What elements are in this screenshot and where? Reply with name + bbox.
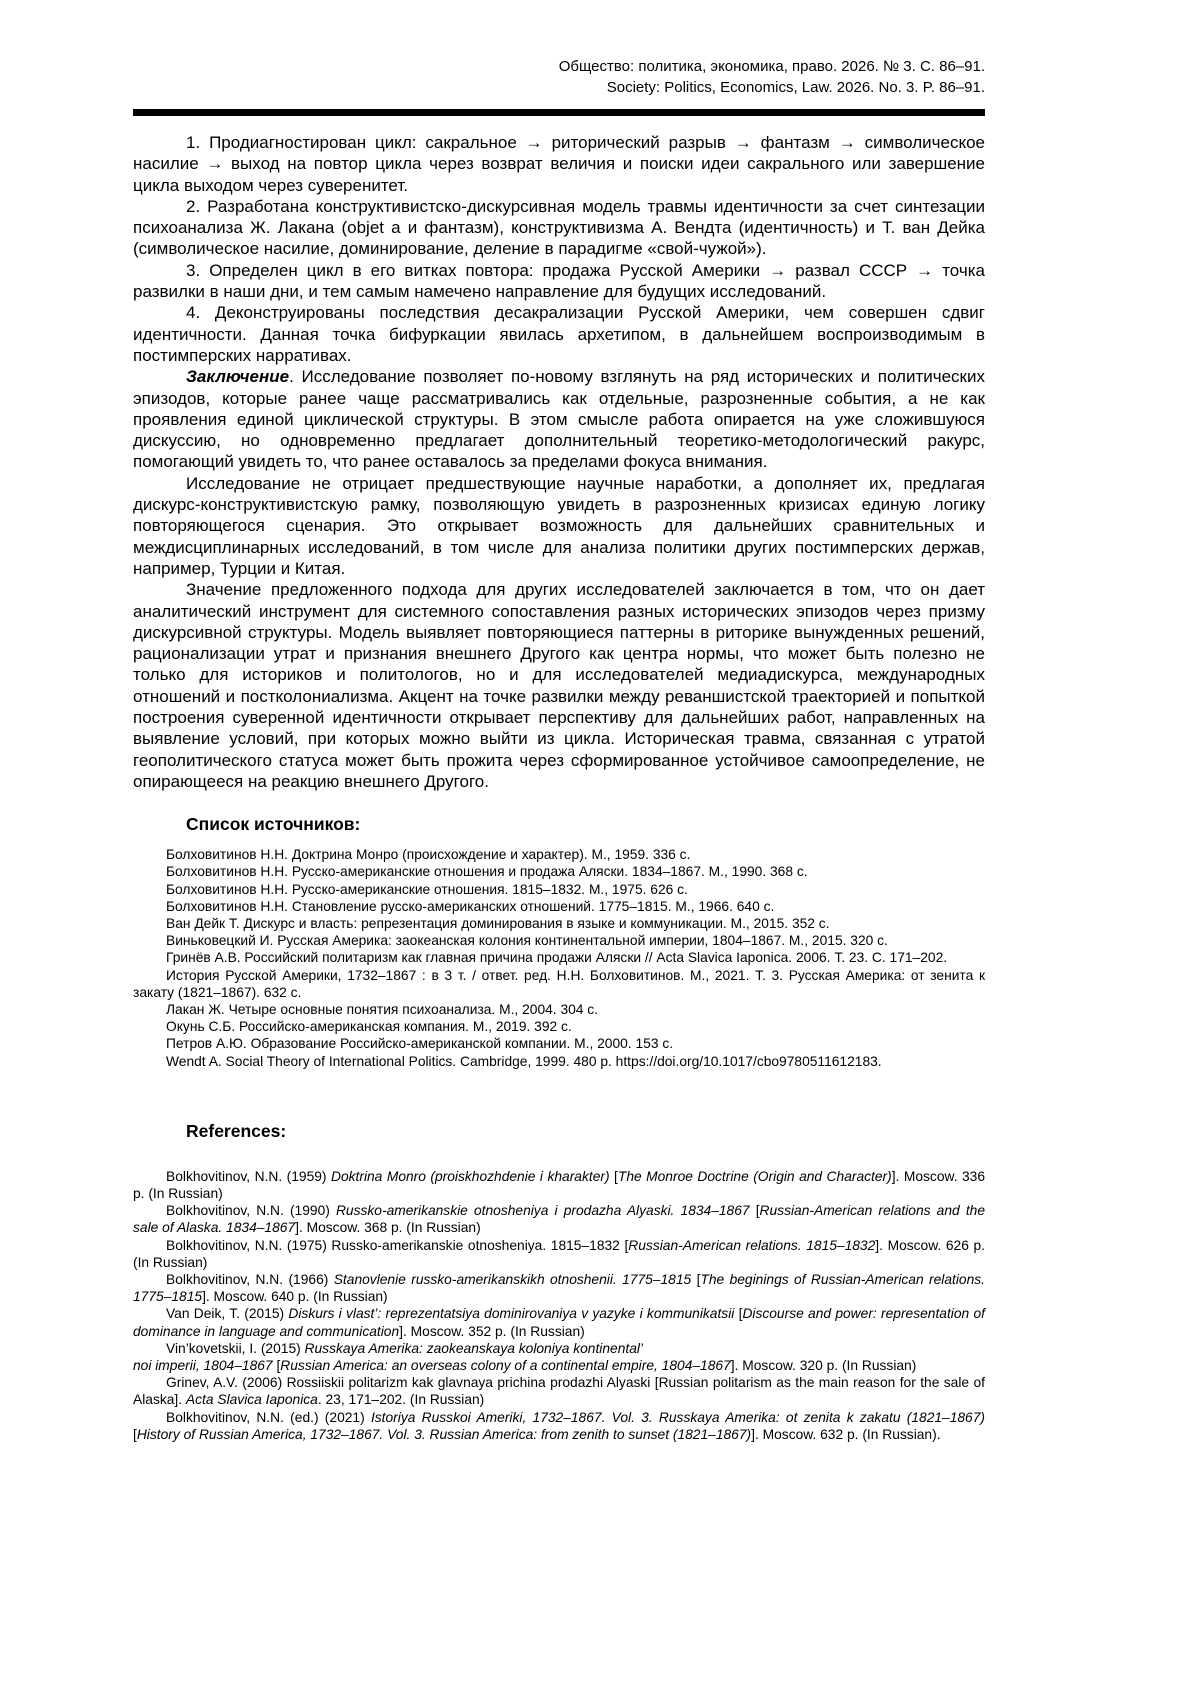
source-item: Виньковецкий И. Русская Америка: заокеанская колония континентальной империи, 1804–1867. М., 2015. 320 с. [166,933,888,949]
source-item: Болховитинов Н.Н. Русско-американские отношения и продажа Аляски. 1834–1867. М., 1990. 368 с. [166,864,808,880]
journal-header [133,56,985,98]
text-run: [ [272,1358,281,1374]
reference-item [133,1237,985,1271]
text-run: Doktrina Monro (proiskhozhdenie i kharakter) [330,1168,610,1184]
text-run: noi imperii, 1804–1867 [133,1358,273,1374]
source-item: Болховитинов Н.Н. Русско-американские отношения. 1815–1832. М., 1975. 626 с. [166,881,688,897]
text-run: Grinev, A.V. (2006) Rossiiskii politarizm kak glavnaya prichina prodazhi Alyaski [Russian politarism as the main reason for the sale of Alaska]. [133,1375,985,1408]
journal-citation-ru: Общество: политика, экономика, право. 2026. № 3. С. 86–91. [558,58,985,75]
text-run: Исследование не отрицает предшествующие научные наработки, а дополняет их, предлагая дискурс-конструктивистскую рамку, позволяющую увидеть в разрозненных кризисах единую логику повторяющегося сценария. Это открывает возможность для дальнейших сравнительных и междисциплинарных исследований, в том числе для анализа политики других постимперских держав, например, Турции и Китая. [133,473,985,578]
body-paragraph [133,196,985,260]
text-run: . Исследование позволяет по-новому взглянуть на ряд исторических и политических эпизодов, которые ранее чаще рассматривались как отдельные, разрозненные события, а не как проявления единой циклической структуры. В этом смысле работа опирается на уже сложившуюся дискуссию, но одновременно предлагает дополнительный теоретико-методологический ракурс, помогающий увидеть то, что ранее оставалось за пределами фокуса внимания. [133,367,985,472]
header-rule [133,109,985,116]
reference-item [133,1202,985,1236]
body-paragraph [133,366,985,472]
text-run: Russian-American relations and the sale of Alaska. 1834–1867 [133,1203,985,1236]
body-paragraph [133,260,985,303]
references-heading: References: [186,1120,287,1141]
text-run: Заключение [186,367,290,387]
source-item: Болховитинов Н.Н. Становление русско-американских отношений. 1775–1815. М., 1966. 640 с. [166,898,775,914]
source-item: Петров А.Ю. Образование Российско-американской компании. М., 2000. 153 с. [166,1036,674,1052]
text-run: Russian-American relations. 1815–1832 [628,1237,876,1253]
source-item: Ван Дейк Т. Дискурс и власть: репрезентация доминирования в языке и коммуникации. М., 2015. 352 с. [166,916,830,932]
body-paragraph [133,473,985,579]
body-text [133,132,985,792]
text-run: Значение предложенного подхода для других исследователей заключается в том, что он дает аналитический инструмент для системного сопоставления разных исторических эпизодов через призму дискурсивной структуры. Модель выявляет повторяющиеся паттерны в риторике вынужденных решений, рационализации утрат и признания внешнего Другого как центра нормы, что может быть полезно не только для историков и политологов, но и для исследователей медиадискурса, международных отношений и постколониализма. Акцент на точке развилки между реваншистской траекторией и попыткой построения суверенной идентичности открывает перспективу для дальнейших работ, направленных на выявление условий, при которых можно выйти из цикла. Историческая травма, связанная с утратой геополитического статуса может быть прожита через сформированное устойчивое самоопределение, не опирающееся на реакцию внешнего Другого. [133,580,985,791]
text-run: [ [749,1203,760,1219]
text-run: ]. Moscow. 336 p. (In Russian) [133,1168,986,1202]
text-run: Bolkhovitinov, N.N. (ed.) (2021) [166,1409,371,1425]
text-run: Bolkhovitinov, N.N. (1990) [166,1203,336,1219]
reference-item [133,1340,985,1374]
text-run: Discourse and power: representation of dominance in language and communication [133,1306,985,1339]
text-run: The beginings of Russian-American relations. 1775–1815 [133,1272,985,1305]
text-run: 3. Определен цикл в его витках повтора: продажа Русской Америки → развал СССР → точка развилки в наши дни, и тем самым намечено направление для будущих исследований. [133,260,985,302]
text-run: Russian America: an overseas colony of a continental empire, 1804–1867 [280,1358,731,1374]
text-run: Russkaya Amerika: zaokeanskaya koloniya kontinental’ [304,1340,644,1356]
text-run: [ [609,1168,618,1184]
text-run: Stanovlenie russko-amerikanskikh otnoshenii. 1775–1815 [333,1272,692,1288]
references-list [133,1168,985,1443]
sources-heading: Список источников: [186,814,361,835]
reference-item [133,1168,985,1202]
text-run: 2. Разработана конструктивистско-дискурсивная модель травмы идентичности за счет синтезации психоанализа Ж. Лакана (objet a и фантазм), конструктивизма А. Вендта (идентичность) и Т. ван Дейка (символическое насилие, доминирование, деление в парадигме «свой-чужой»). [133,196,985,259]
text-run: Istoriya Russkoi Ameriki, 1732–1867. Vol. 3. Russkaya Amerika: ot zenita k zakatu (1821–1867) [370,1409,985,1425]
source-item: Гринёв А.В. Российский политаризм как главная причина продажи Аляски // Acta Slavica Iaponica. 2006. Т. 23. С. 171–202. [166,950,948,966]
text-run: 1. Продиагностирован цикл: сакральное → риторический разрыв → фантазм → символическое насилие → выход на повтор цикла через возврат величия и поиски идеи сакрального или завершение цикла выходом через суверенитет. [133,133,985,195]
source-item: История Русской Америки, 1732–1867 : в 3 т. / ответ. ред. Н.Н. Болховитинов. М., 2021. Т. 3. Русская Америка: от зенита к закату (1821–1867). 632 с. [133,967,985,1000]
body-paragraph [133,302,985,366]
source-item: Окунь С.Б. Российско-американская компания. М., 2019. 392 с. [166,1019,572,1035]
text-run: ]. Moscow. 368 p. (In Russian) [295,1220,481,1236]
reference-item [133,1271,985,1305]
text-run: Bolkhovitinov, N.N. (1966) [166,1272,334,1288]
text-run: ]. Moscow. 632 p. (In Russian). [751,1426,941,1442]
text-run: Bolkhovitinov, N.N. (1975) Russko-amerikanskie otnosheniya. 1815–1832 [ [166,1237,629,1253]
text-run: ]. Moscow. 626 p. (In Russian) [133,1237,986,1270]
text-run: ]. Moscow. 320 p. (In Russian) [730,1358,917,1374]
text-run: [ [691,1272,701,1288]
reference-item [133,1409,985,1443]
text-run: [ [133,1426,137,1442]
source-item: Лакан Ж. Четыре основные понятия психоанализа. М., 2004. 304 с. [166,1002,599,1018]
text-run: History of Russian America, 1732–1867. Vol. 3. Russian America: from zenith to sunset (1821–1867) [136,1426,752,1442]
text-run: ]. Moscow. 352 p. (In Russian) [399,1323,585,1339]
text-run: Bolkhovitinov, N.N. (1959) [166,1168,331,1184]
text-run: . 23, 171–202. (In Russian) [317,1392,485,1408]
source-item: Болховитинов Н.Н. Доктрина Монро (происхождение и характер). М., 1959. 336 с. [166,847,691,863]
text-run: 4. Деконструированы последствия десакрализации Русской Америки, чем совершен сдвиг идентичности. Данная точка бифуркации явилась архетипом, в дальнейшем воспроизводимым в постимперских нарративах. [133,303,985,365]
source-item: Wendt A. Social Theory of International Politics. Cambridge, 1999. 480 p. https://doi.org/10.1017/cbo9780511612183. [166,1053,882,1069]
body-paragraph [133,132,985,196]
sources-list [133,846,985,1070]
text-run: ]. Moscow. 640 p. (In Russian) [202,1289,388,1305]
text-run: Diskurs i vlast’: reprezentatsiya dominirovaniya v yazyke i kommunikatsii [288,1306,735,1322]
journal-citation-en: Society: Politics, Economics, Law. 2026. No. 3. P. 86–91. [606,79,985,96]
text-run: [ [734,1306,743,1322]
reference-item [133,1305,985,1339]
reference-item [133,1374,985,1408]
text-run: Acta Slavica Iaponica [185,1392,318,1408]
text-run: Vin’kovetskii, I. (2015) [166,1340,305,1356]
text-run: The Monroe Doctrine (Origin and Character) [617,1168,892,1184]
text-run: Russko-amerikanskie otnosheniya i prodazha Alyaski. 1834–1867 [335,1203,750,1219]
body-paragraph [133,579,985,792]
text-run: Van Deik, T. (2015) [166,1306,289,1322]
